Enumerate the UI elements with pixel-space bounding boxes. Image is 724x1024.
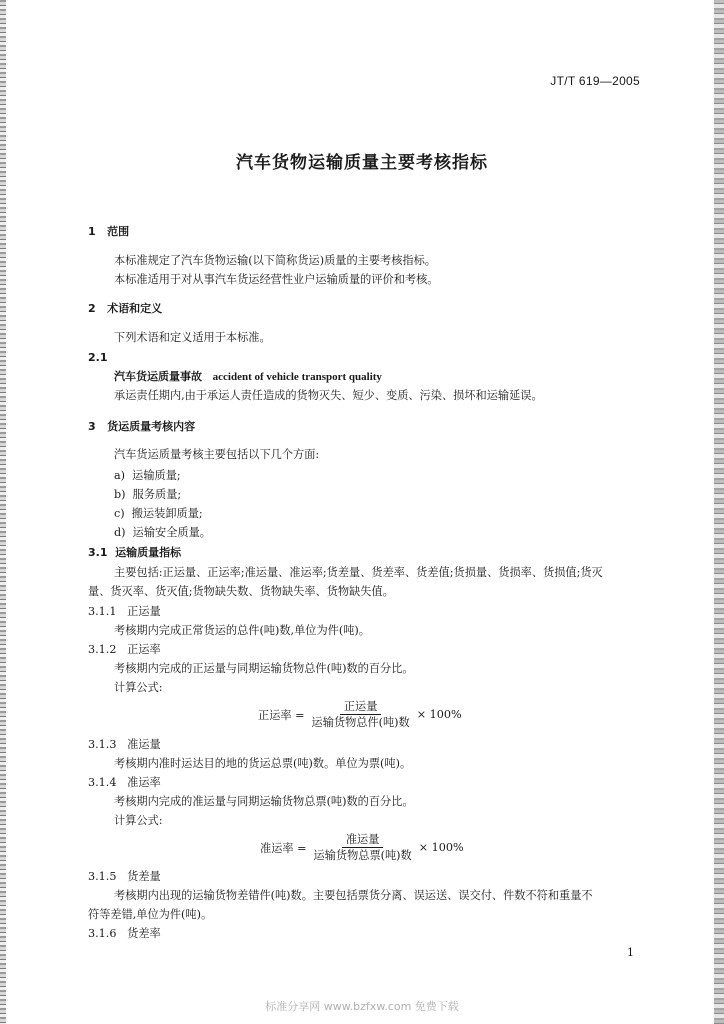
list-item: a) 运输质量; xyxy=(114,469,181,482)
paragraph: 考核期内完成的准运量与同期运输货物总票(吨)数的百分比。 xyxy=(114,795,414,808)
clause-3-1-1-heading: 3.1.1 正运量 xyxy=(88,605,161,618)
section-2-heading xyxy=(88,302,162,316)
fraction-numerator: 正运量 xyxy=(340,700,382,715)
formula-on-time-rate xyxy=(258,700,462,729)
formula-fraction xyxy=(310,833,416,862)
paragraph: 考核期内准时运达目的地的货运总票(吨)数。单位为票(吨)。 xyxy=(114,757,412,770)
formula-punctual-rate xyxy=(260,833,464,862)
fraction-denominator: 运输货物总票(吨)数 xyxy=(313,849,412,862)
clause-3-1-3-heading: 3.1.3 准运量 xyxy=(88,738,161,751)
document-title: 汽车货物运输质量主要考核指标 xyxy=(236,153,488,173)
paragraph: 考核期内完成正常货运的总件(吨)数,单位为件(吨)。 xyxy=(114,624,370,637)
section-number: 1 xyxy=(88,225,96,238)
fraction-denominator: 运输货物总件(吨)数 xyxy=(311,716,410,729)
clause-3-1-2-heading: 3.1.2 正运率 xyxy=(88,643,161,656)
paragraph: 主要包括:正运量、正运率;准运量、准运率;货差量、货差率、货差值;货损量、货损率、货损值;货灭 xyxy=(114,566,603,579)
paragraph-continued: 量、货灭率、货灭值;货物缺失数、货物缺失率、货物缺失值。 xyxy=(88,585,394,598)
section-title: 范围 xyxy=(107,225,130,238)
formula-lhs: 正运率 = xyxy=(258,708,305,722)
page-number: 1 xyxy=(627,946,634,959)
paragraph: 考核期内完成的正运量与同期运输货物总件(吨)数的百分比。 xyxy=(114,662,414,675)
formula-fraction xyxy=(308,700,414,729)
footer-watermark: 标准分享网 www.bzfxw.com 免费下载 xyxy=(265,1000,459,1013)
section-3-heading xyxy=(88,420,195,434)
formula-lhs: 准运率 = xyxy=(260,841,307,855)
section-1-heading xyxy=(88,225,129,239)
clause-3-1-heading: 3.1 运输质量指标 xyxy=(88,546,182,559)
paragraph-continued: 符等差错,单位为件(吨)。 xyxy=(88,908,213,921)
term-chinese: 汽车货运质量事故 xyxy=(114,370,202,383)
section-number: 2 xyxy=(88,302,96,315)
clause-3-1-6-heading: 3.1.6 货差率 xyxy=(88,927,161,940)
formula-multiplier: × 100% xyxy=(418,841,464,854)
term-line xyxy=(114,370,382,384)
paragraph: 汽车货运质量考核主要包括以下几个方面: xyxy=(114,448,320,461)
section-number: 3 xyxy=(88,420,96,433)
fraction-numerator: 准运量 xyxy=(342,833,384,848)
paragraph: 本标准适用于对从事汽车货运经营性业户运输质量的评价和考核。 xyxy=(114,273,439,286)
term-english: accident of vehicle transport quality xyxy=(212,371,382,383)
list-item: d) 运输安全质量。 xyxy=(114,526,211,539)
paragraph: 下列术语和定义适用于本标准。 xyxy=(114,331,271,344)
section-title: 货运质量考核内容 xyxy=(107,420,196,433)
paragraph: 考核期内出现的运输货物差错件(吨)数。主要包括票货分离、误运送、误交付、件数不符和重量不 xyxy=(114,889,593,902)
clause-3-1-4-heading: 3.1.4 准运率 xyxy=(88,776,161,789)
list-item: c) 搬运装卸质量; xyxy=(114,507,203,520)
formula-multiplier: × 100% xyxy=(416,708,462,721)
clause-2-1-number: 2.1 xyxy=(88,351,108,364)
list-item: b) 服务质量; xyxy=(114,488,182,501)
term-definition: 承运责任期内,由于承运人责任造成的货物灭失、短少、变质、污染、损坏和运输延误。 xyxy=(114,389,543,402)
standard-code: JT/T 619—2005 xyxy=(550,74,640,88)
section-title: 术语和定义 xyxy=(107,302,163,315)
paragraph: 本标准规定了汽车货物运输(以下简称货运)质量的主要考核指标。 xyxy=(114,254,436,267)
clause-3-1-5-heading: 3.1.5 货差量 xyxy=(88,870,161,883)
formula-caption: 计算公式: xyxy=(114,681,163,694)
formula-caption: 计算公式: xyxy=(114,814,163,827)
